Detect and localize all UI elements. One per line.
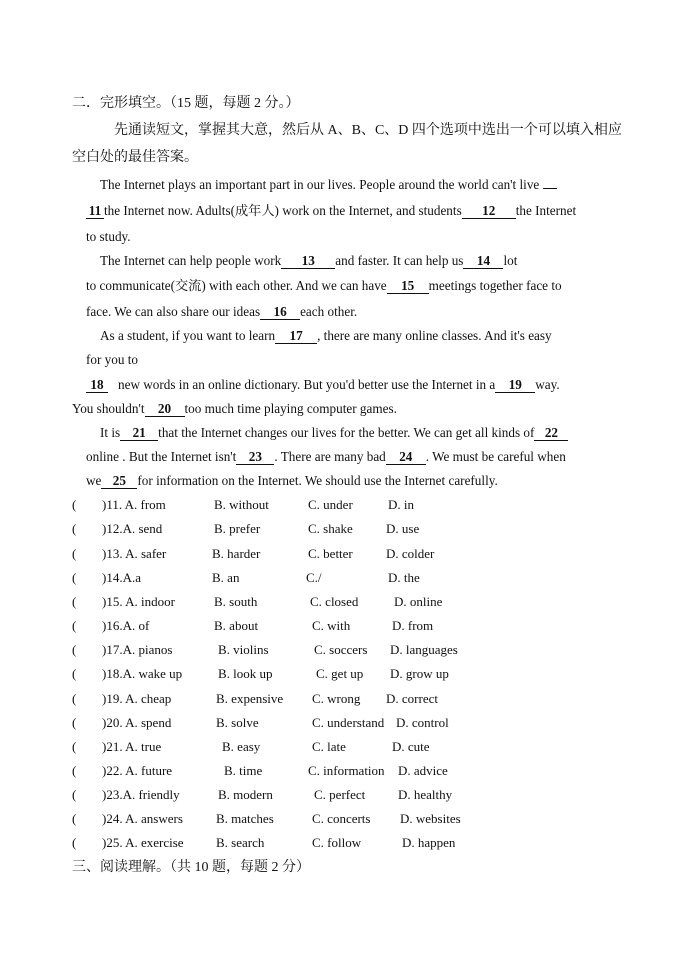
question-row: ( )22. A. future B. time C. information D. advice bbox=[72, 763, 448, 778]
blank-13: 13 bbox=[281, 254, 335, 269]
blank-16: 16 bbox=[260, 305, 300, 320]
question-row: ( )17.A. pianos B. violins C. soccers D. languages bbox=[72, 642, 458, 657]
passage-line: for you to bbox=[86, 352, 139, 367]
blank-17: 17 bbox=[275, 329, 317, 344]
question-row: ( )18.A. wake up B. look up C. get up D. grow up bbox=[72, 666, 449, 681]
blank-25: 25 bbox=[101, 474, 137, 489]
passage-line: It is 21 that the Internet changes our lives for the better. We can get all kinds of 22 bbox=[100, 425, 568, 441]
instructions-line: 空白处的最佳答案。 bbox=[72, 150, 198, 165]
blank-20: 20 bbox=[145, 402, 185, 417]
passage-line: to study. bbox=[86, 229, 131, 244]
blank-18: 18 bbox=[86, 378, 108, 393]
passage-line: online . But the Internet isn't 23 . There are many bad 24 . We must be careful when bbox=[86, 449, 566, 464]
section-heading: 三、阅读理解。（共 10 题，每题 2 分） bbox=[72, 860, 310, 875]
question-row: ( )16.A. of B. about C. with D. from bbox=[72, 618, 434, 633]
passage-line: we 25 for information on the Internet. We should use the Internet carefully. bbox=[86, 473, 498, 488]
blank-24: 24 bbox=[386, 450, 426, 465]
passage-line: The Internet can help people work 13 and faster. It can help us 14 lot bbox=[100, 253, 518, 268]
blank-22: 22 bbox=[534, 426, 568, 441]
passage-line: 11 the Internet now. Adults(成年人) work on the Internet, and students 12 the Internet bbox=[86, 203, 576, 219]
question-row: ( )13. A. safer B. harder C. better D. colder bbox=[72, 546, 435, 561]
passage-line: face. We can also share our ideas 16 each other. bbox=[86, 304, 358, 319]
question-row: ( )19. A. cheap B. expensive C. wrong D. correct bbox=[72, 691, 438, 706]
passage-line: You shouldn't 20 too much time playing computer games. bbox=[72, 401, 397, 416]
question-row: ( )21. A. true B. easy C. late D. cute bbox=[72, 739, 430, 754]
passage-line: As a student, if you want to learn 17 , there are many online classes. And it's easy bbox=[100, 328, 552, 343]
question-row: ( )23.A. friendly B. modern C. perfect D. healthy bbox=[72, 787, 453, 802]
question-row: ( )12.A. send B. prefer C. shake D. use bbox=[72, 521, 420, 536]
question-row: ( )24. A. answers B. matches C. concerts D. websites bbox=[72, 811, 461, 826]
blank-15: 15 bbox=[387, 279, 429, 294]
question-row: ( )11. A. from B. without C. under D. in bbox=[72, 497, 414, 512]
instructions-line: 先通读短文，掌握其大意，然后从 A、B、C、D 四个选项中选出一个可以填入相应 bbox=[114, 123, 622, 138]
question-row: ( )20. A. spend B. solve C. understand D. control bbox=[72, 715, 449, 730]
question-row: ( )14.A.a B. an C./ D. the bbox=[72, 570, 420, 585]
passage-line: to communicate(交流) with each other. And we can have 15 meetings together face to bbox=[86, 278, 562, 293]
blank-14: 14 bbox=[463, 254, 503, 269]
blank-21: 21 bbox=[120, 426, 158, 441]
question-row: ( )25. A. exercise B. search C. follow D. happen bbox=[72, 835, 456, 850]
blank-19: 19 bbox=[495, 378, 535, 393]
section-heading: 二．完形填空。（15 题，每题 2 分。） bbox=[72, 96, 300, 111]
question-row: ( )15. A. indoor B. south C. closed D. online bbox=[72, 594, 443, 609]
passage-line: 18 new words in an online dictionary. But you'd better use the Internet in a 19 way. bbox=[86, 377, 560, 393]
blank-11: 11 bbox=[86, 204, 104, 219]
blank-23: 23 bbox=[236, 450, 274, 465]
blank bbox=[543, 188, 557, 189]
blank-12: 12 bbox=[462, 204, 516, 219]
passage-line: The Internet plays an important part in our lives. People around the world can't live bbox=[100, 177, 557, 193]
